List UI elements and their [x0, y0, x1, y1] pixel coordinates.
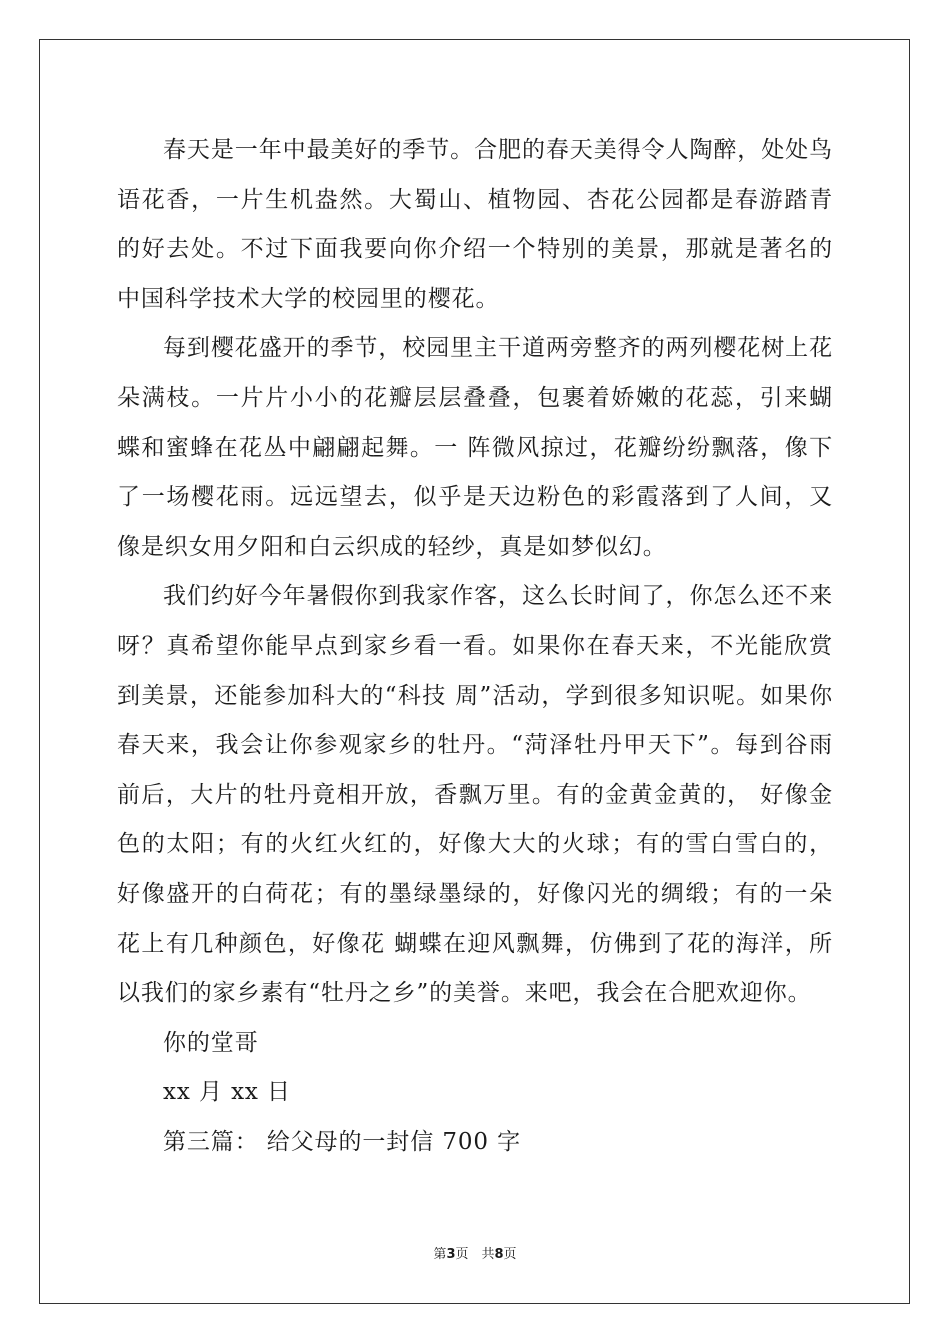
- letter-date: xx 月 xx 日: [163, 1079, 291, 1106]
- document-body: [117, 126, 833, 1167]
- footer-page-suffix: 页: [503, 1247, 517, 1262]
- section-title: 第三篇： 给父母的一封信 700 字: [163, 1128, 522, 1155]
- footer-page-current: 3: [446, 1247, 456, 1262]
- paragraph-invitation: 我们约好今年暑假你到我家作客，这么长时间了，你怎么还不来呀？真希望你能早点到家乡看一看。如果你在春天来，不光能欣赏到美景，还能参加科大的“科技 周”活动，学到很多知识呢。如果你春天来，我会让你参观家乡的牡丹。“菏泽牡丹甲天下”。每到谷雨前后，大片的牡丹竟相开放，香飘万里。有的金黄金黄的， 好像金色的太阳；有的火红火红的，好像大大的火球；有的雪白雪白的，好像盛开的白荷花；有的墨绿墨绿的，好像闪光的绸缎；有的一朵花上有几种颜色，好像花 蝴蝶在迎风飘舞，仿佛到了花的海洋，所以我们的家乡素有“牡丹之乡”的美誉。来吧，我会在合肥欢迎你。: [117, 583, 833, 1007]
- footer-page-total: 8: [494, 1247, 504, 1262]
- paragraph-cherry-intro: 春天是一年中最美好的季节。合肥的春天美得令人陶醉，处处鸟语花香，一片生机盎然。大蜀山、植物园、杏花公园都是春游踏青的好去处。不过下面我要向你介绍一个特别的美景，那就是著名的中国科学技术大学的校园里的樱花。: [117, 137, 833, 312]
- page-footer: [0, 1246, 950, 1264]
- signature: 你的堂哥: [163, 1029, 259, 1056]
- footer-page-mid: 页 共: [455, 1247, 495, 1262]
- paragraph-cherry-blossom: 每到樱花盛开的季节，校园里主干道两旁整齐的两列樱花树上花朵满枝。一片片小小的花瓣层层叠叠，包裹着娇嫩的花蕊，引来蝴蝶和蜜蜂在花丛中翩翩起舞。一 阵微风掠过，花瓣纷纷飘落，像下了一场樱花雨。远远望去，似乎是天边粉色的彩霞落到了人间，又像是织女用夕阳和白云织成的轻纱，真是如梦似幻。: [117, 335, 833, 560]
- footer-page-prefix: 第: [433, 1247, 447, 1262]
